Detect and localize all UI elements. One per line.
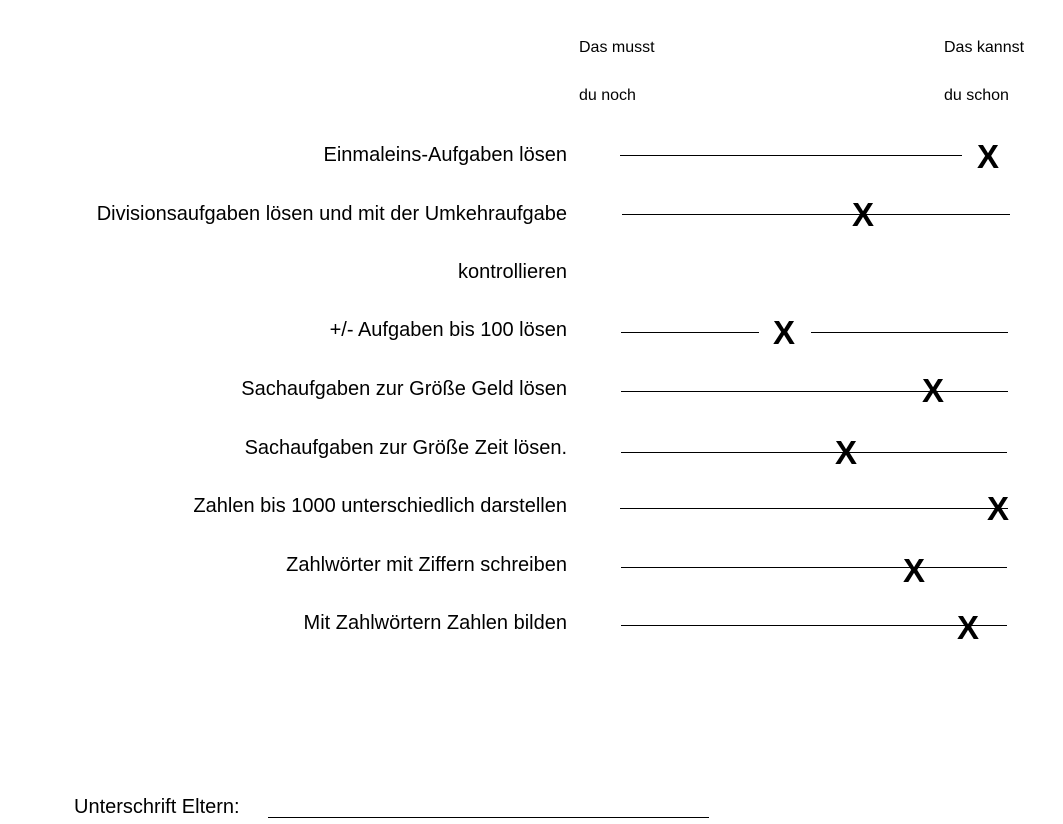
task-label-addsub: +/- Aufgaben bis 100 lösen	[329, 319, 567, 341]
task-label-zahlen-1000: Zahlen bis 1000 unterschiedlich darstellen	[193, 495, 567, 517]
rating-mark-addsub: X	[772, 314, 795, 351]
rating-mark-division: X	[851, 196, 874, 233]
task-label-zeit: Sachaufgaben zur Größe Zeit lösen.	[244, 437, 567, 459]
scale-left-label-line2: du noch	[579, 87, 636, 104]
signature-line[interactable]	[268, 817, 709, 818]
signature-label: Unterschrift Eltern:	[74, 796, 240, 818]
task-label-division-line2: kontrollieren	[458, 261, 567, 283]
rating-mark-zahlen-1000: X	[986, 490, 1009, 527]
task-label-einmaleins: Einmaleins-Aufgaben lösen	[323, 144, 567, 166]
scale-right-label-line1: Das kannst	[944, 39, 1025, 56]
rating-line-zahlen-bilden	[621, 625, 1007, 626]
rating-line-zahlwoerter-ziffern	[621, 567, 1007, 568]
task-label-division-line1: Divisionsaufgaben lösen und mit der Umkehraufgabe	[96, 203, 567, 225]
scale-right-label-line2: du schon	[944, 87, 1009, 104]
task-label-geld: Sachaufgaben zur Größe Geld lösen	[241, 378, 567, 400]
rating-mark-zahlen-bilden: X	[956, 609, 979, 646]
task-label-zahlwoerter-ziffern: Zahlwörter mit Ziffern schreiben	[286, 554, 567, 576]
task-label-zahlen-bilden: Mit Zahlwörtern Zahlen bilden	[303, 612, 567, 634]
rating-mark-zeit: X	[834, 434, 857, 471]
rating-line-zahlen-1000	[620, 508, 1008, 509]
rating-mark-zahlwoerter-ziffern: X	[902, 552, 925, 589]
rating-line-addsub-left	[621, 332, 759, 333]
rating-mark-einmaleins: X	[976, 138, 999, 175]
scale-left-label-line1: Das musst	[579, 39, 655, 56]
rating-line-division	[622, 214, 1010, 215]
rating-line-einmaleins	[620, 155, 962, 156]
rating-mark-geld: X	[921, 372, 944, 409]
rating-line-zeit	[621, 452, 1007, 453]
rating-line-addsub-right	[811, 332, 1008, 333]
